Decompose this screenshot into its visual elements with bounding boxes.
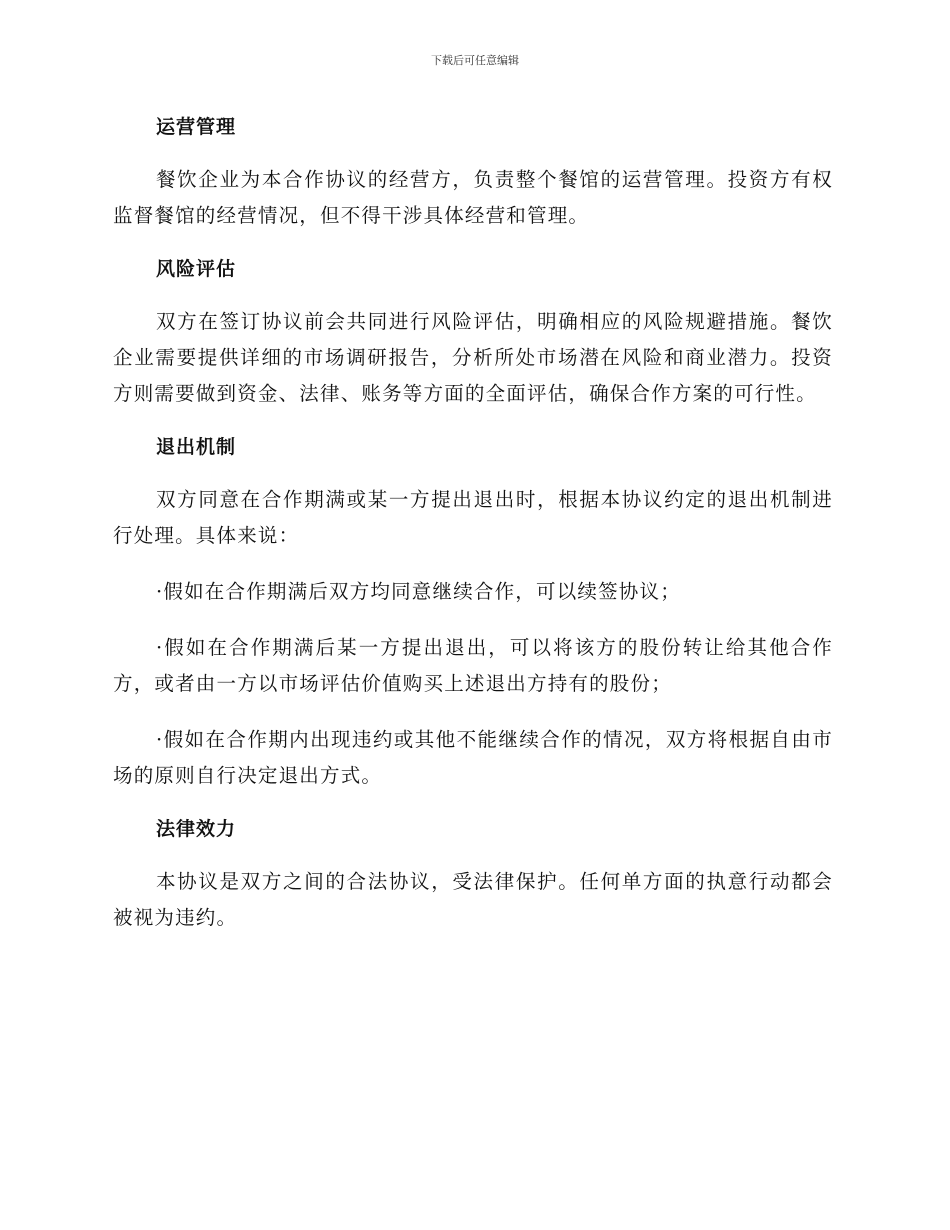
- section-operations: [113, 112, 833, 234]
- section-heading: 风险评估: [156, 258, 237, 280]
- section-heading: 运营管理: [156, 116, 237, 138]
- paragraph: 餐饮企业为本合作协议的经营方，负责整个餐馆的运营管理。投资方有权监督餐馆的经营情况，但不得干涉具体经营和管理。: [113, 168, 833, 227]
- section-heading: 退出机制: [156, 436, 237, 458]
- bullet-item: ·假如在合作期内出现违约或其他不能继续合作的情况，双方将根据自由市场的原则自行决定退出方式。: [113, 728, 833, 787]
- section-exit-mechanism: [113, 432, 833, 794]
- paragraph: 双方在签订协议前会共同进行风险评估，明确相应的风险规避措施。餐饮企业需要提供详细的市场调研报告，分析所处市场潜在风险和商业潜力。投资方则需要做到资金、法律、账务等方面的全面评估，确保合作方案的可行性。: [113, 310, 833, 405]
- bullet-item: ·假如在合作期满后双方均同意继续合作，可以续签协议；: [156, 580, 681, 603]
- document-body: [113, 112, 833, 956]
- paragraph: 双方同意在合作期满或某一方提出退出时，根据本协议约定的退出机制进行处理。具体来说：: [113, 488, 833, 547]
- section-heading: 法律效力: [156, 818, 237, 840]
- paragraph: 本协议是双方之间的合法协议，受法律保护。任何单方面的执意行动都会被视为违约。: [113, 870, 833, 929]
- section-legal-effect: [113, 814, 833, 936]
- bullet-item: ·假如在合作期满后某一方提出退出，可以将该方的股份转让给其他合作方，或者由一方以市场评估价值购买上述退出方持有的股份；: [113, 636, 833, 695]
- section-risk-assessment: [113, 254, 833, 412]
- page-header: 下载后可任意编辑: [431, 54, 519, 67]
